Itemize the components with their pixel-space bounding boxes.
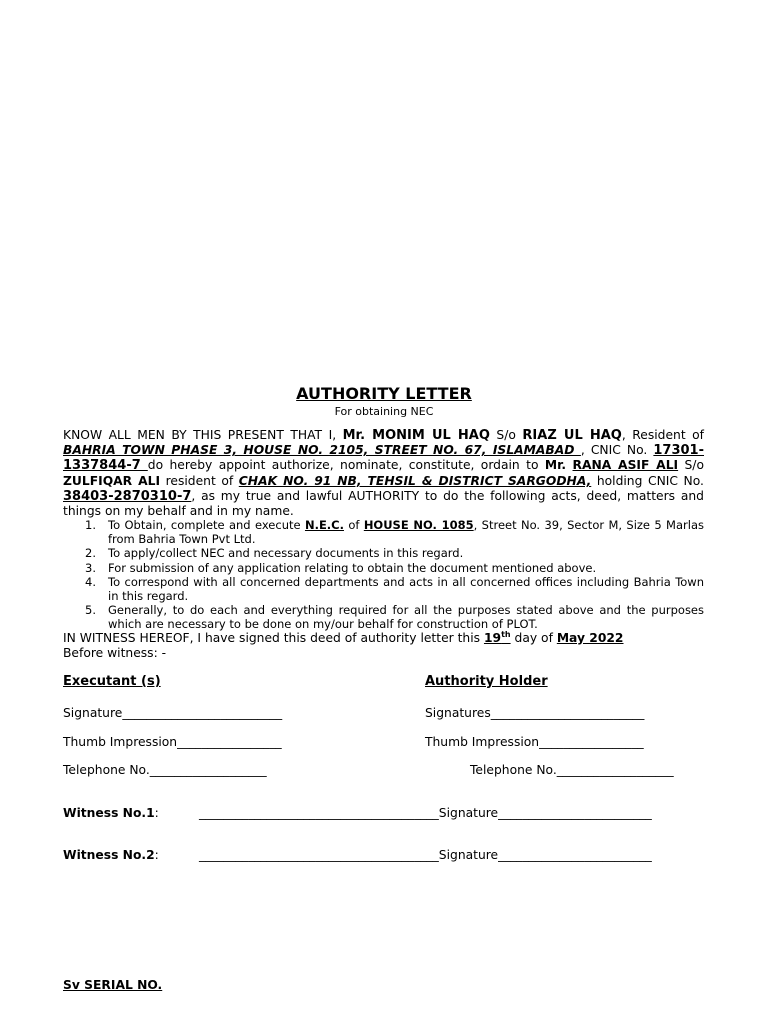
holder-cnic: 38403-2870310-7 bbox=[63, 488, 192, 504]
list-number: 1. bbox=[85, 518, 96, 532]
executant-heading: Executant (s) bbox=[63, 674, 161, 689]
list-text: For submission of any application relating to obtain the document mentioned above. bbox=[108, 560, 597, 575]
list-text: Generally, to do each and everything required for all the purposes stated above and the purposes which are necessary to be done on my/our behalf for construction of PLOT. bbox=[108, 603, 704, 632]
list-number: 4. bbox=[85, 574, 96, 589]
house-number: HOUSE NO. 1085 bbox=[363, 518, 474, 532]
document-subtitle: For obtaining NEC bbox=[334, 405, 434, 418]
witness-2-label bbox=[63, 848, 159, 862]
intro-text: resident of bbox=[160, 473, 239, 488]
clause-text: day of bbox=[510, 631, 557, 645]
holder-name: RANA ASIF ALI bbox=[572, 458, 679, 473]
clause-text: IN WITNESS HEREOF, I have signed this deed of authority letter this bbox=[63, 631, 484, 645]
intro-text: , Resident of bbox=[621, 428, 705, 442]
day-number: 19 bbox=[483, 631, 502, 645]
executant-thumb-field: Thumb Impression_________________ bbox=[63, 735, 282, 749]
day-suffix: th bbox=[501, 629, 511, 639]
witness-2-signature-line: _______________________________________Signature_________________________ bbox=[199, 848, 652, 862]
principal-cnic: 17301-1337844-7 bbox=[63, 443, 704, 474]
witness-colon: : bbox=[154, 848, 159, 862]
list-item bbox=[63, 561, 704, 575]
list-text: To apply/collect NEC and necessary documents in this regard. bbox=[108, 546, 464, 561]
before-witness: Before witness: - bbox=[63, 646, 167, 660]
list-number: 3. bbox=[85, 560, 96, 575]
list-item bbox=[63, 603, 704, 631]
list-text: To correspond with all concerned departments and acts in all concerned offices including Bahria Town in this regard. bbox=[108, 574, 704, 604]
witness-1-label bbox=[63, 806, 159, 820]
holder-signature-field: Signatures_________________________ bbox=[425, 706, 645, 720]
intro-text: S/o bbox=[678, 458, 704, 473]
list-text: To Obtain, complete and execute bbox=[108, 518, 305, 532]
intro-text: S/o bbox=[489, 428, 523, 442]
document-title: AUTHORITY LETTER bbox=[296, 384, 472, 403]
holder-address: CHAK NO. 91 NB, TEHSIL & DISTRICT SARGODHA, bbox=[238, 473, 592, 488]
principal-address: BAHRIA TOWN PHASE 3, HOUSE NO. 2105, STREET NO. 67, ISLAMABAD bbox=[63, 443, 581, 458]
holder-thumb-field: Thumb Impression_________________ bbox=[425, 735, 644, 749]
list-text: , Street No. 39, Sector M, Size 5 Marlas from Bahria Town Pvt Ltd. bbox=[108, 518, 704, 547]
intro-text: do hereby appoint authorize, nominate, constitute, ordain to bbox=[147, 458, 545, 473]
list-item bbox=[63, 518, 704, 546]
serial-number-label: Sv SERIAL NO. bbox=[63, 978, 163, 992]
acts-list bbox=[63, 518, 704, 632]
witness-clause bbox=[63, 631, 704, 646]
intro-text: KNOW ALL MEN BY THIS PRESENT THAT I, bbox=[63, 428, 343, 442]
holder-telephone-field: Telephone No.___________________ bbox=[470, 763, 674, 777]
list-item bbox=[63, 575, 704, 603]
holder-prefix: Mr. bbox=[544, 458, 567, 473]
list-item bbox=[63, 546, 704, 560]
executant-signature-field: Signature__________________________ bbox=[63, 706, 283, 720]
witness-label-text: Witness No.2 bbox=[63, 848, 155, 862]
witness-label-text: Witness No.1 bbox=[63, 806, 155, 820]
list-text: of bbox=[343, 518, 364, 532]
list-number: 5. bbox=[85, 603, 96, 618]
witness-1-signature-line: _______________________________________Signature_________________________ bbox=[199, 806, 652, 820]
holder-father-name: ZULFIQAR ALI bbox=[63, 473, 161, 488]
nec-term: N.E.C. bbox=[304, 518, 344, 532]
intro-text: , CNIC No. bbox=[580, 443, 654, 458]
authority-holder-heading: Authority Holder bbox=[425, 674, 548, 689]
intro-text: holding CNIC No. bbox=[591, 473, 704, 488]
principal-name: Mr. MONIM UL HAQ bbox=[342, 428, 490, 443]
signing-day bbox=[484, 631, 511, 645]
list-number: 2. bbox=[85, 546, 96, 561]
executant-telephone-field: Telephone No.___________________ bbox=[63, 763, 267, 777]
principal-father-name: RIAZ UL HAQ bbox=[522, 428, 622, 443]
witness-colon: : bbox=[154, 806, 159, 820]
intro-text: , as my true and lawful AUTHORITY to do the following acts, deed, matters and things on my behalf and in my name. bbox=[63, 488, 704, 519]
signing-month-year: May 2022 bbox=[556, 631, 624, 645]
intro-paragraph bbox=[63, 428, 704, 519]
